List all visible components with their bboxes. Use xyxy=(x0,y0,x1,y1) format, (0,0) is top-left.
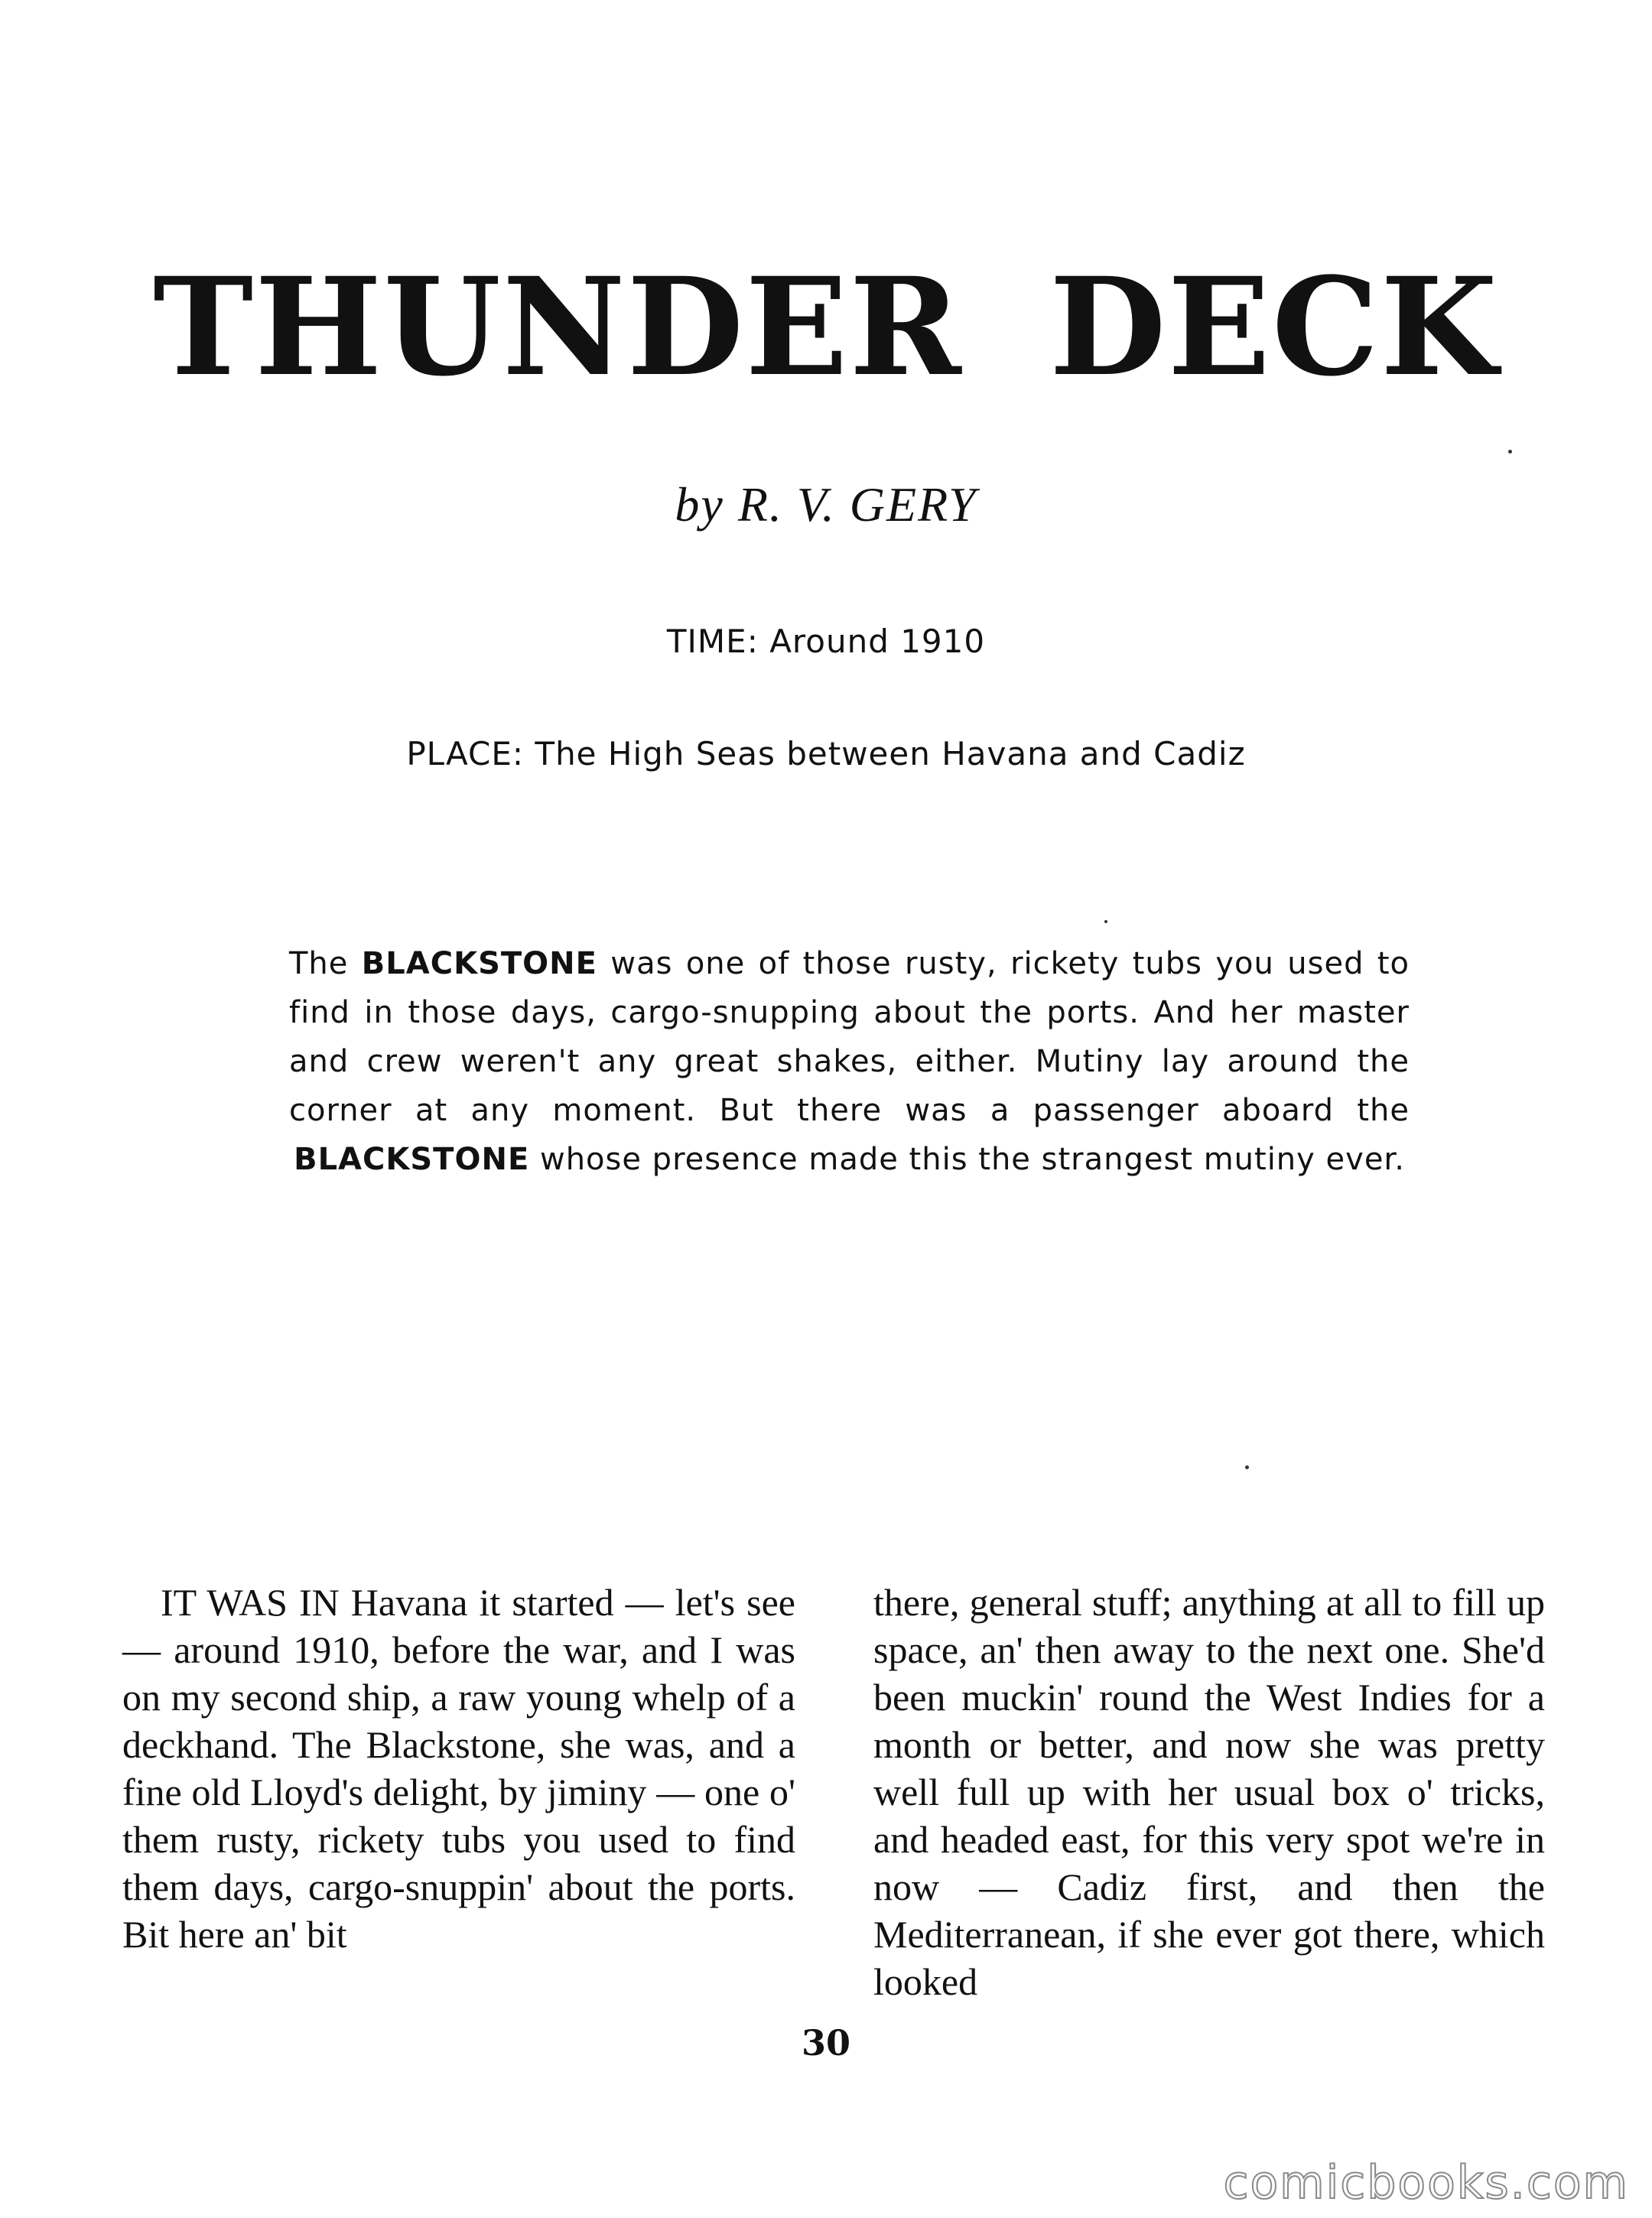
print-speck xyxy=(1508,450,1512,454)
print-speck xyxy=(1104,920,1107,923)
page-number: 30 xyxy=(801,2022,850,2064)
intro-text-3: whose presence made this the strangest mutiny ever. xyxy=(529,1142,1405,1177)
intro-text-2: was one of those rusty, rickety tubs you used to find in those days, cargo-snupping about the ports. And her master and crew weren't any great shakes, either. Mutiny lay around the corner at any moment. But there was a passenger aboard the xyxy=(289,946,1410,1128)
intro-ship-name-1: BLACKSTONE xyxy=(361,946,597,981)
story-title: THUNDER DECK xyxy=(153,248,1499,406)
body-column-right xyxy=(873,1579,1545,2005)
place-setting: PLACE: The High Seas between Havana and Cadiz xyxy=(406,735,1246,772)
time-setting: TIME: Around 1910 xyxy=(666,623,986,660)
site-watermark: comicbooks.com xyxy=(1223,2156,1629,2210)
print-speck xyxy=(1245,1465,1249,1469)
body-paragraph-right: there, general stuff; anything at all to fill up space, an' then away to the next one. She'd been muckin' round the West Indies for a month or better, and now she was pretty well full up with her usual box o' tricks, and headed east, for this very spot we're in now — Cadiz first, and then the Mediterranean, if she ever got there, which looked xyxy=(873,1581,1545,2003)
body-column-left xyxy=(122,1579,795,1958)
body-paragraph-left: IT WAS IN Havana it started — let's see — around 1910, before the war, and I was on my second ship, a raw young whelp of a deckhand. The Blackstone, she was, and a fine old Lloyd's delight, by jiminy — one o' them rusty, rickety tubs you used to find them days, cargo-snuppin' about the ports. Bit here an' bit xyxy=(122,1581,795,1956)
intro-text-1: The xyxy=(289,946,362,981)
story-intro-blurb xyxy=(289,939,1410,1184)
intro-ship-name-2: BLACKSTONE xyxy=(294,1142,530,1177)
story-byline: by R. V. GERY xyxy=(675,477,977,532)
